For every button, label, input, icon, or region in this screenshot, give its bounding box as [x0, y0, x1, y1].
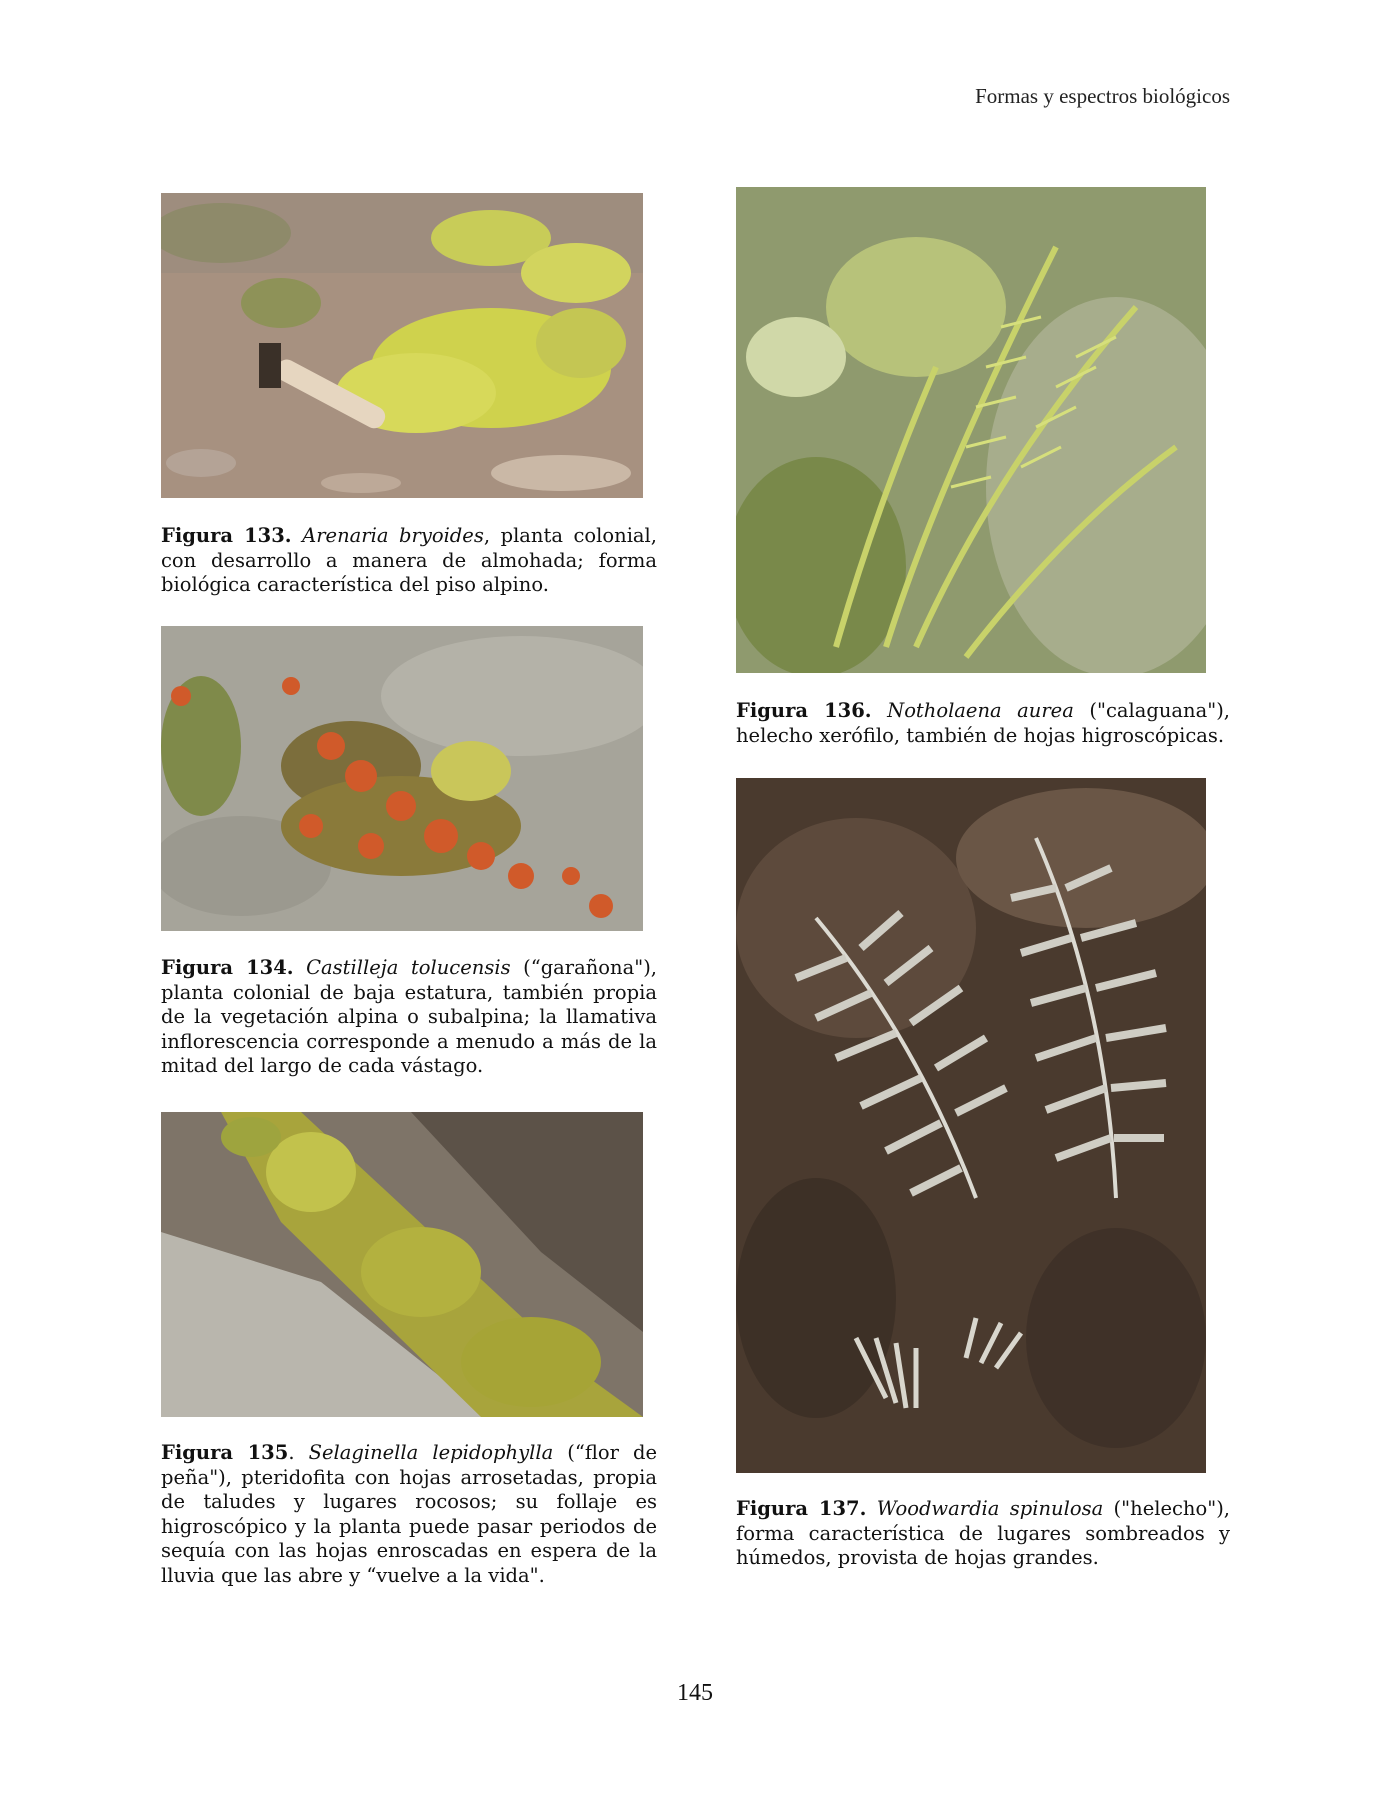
running-header: Formas y espectros biológicos — [975, 84, 1230, 108]
species-name: Selaginella lepidophylla — [308, 1441, 554, 1464]
figure-label: Figura 137. — [736, 1497, 867, 1520]
figure-label: Figura 133. — [161, 524, 292, 547]
caption-text: ("helecho"), forma característica de lugares sombreados y húmedos, provista de hojas grandes. — [736, 1497, 1231, 1569]
caption-figure-134 — [161, 956, 657, 1079]
photo-arenaria-bryoides — [161, 193, 643, 498]
figure-label: Figura 134. — [161, 956, 294, 979]
caption-figure-137 — [736, 1497, 1230, 1571]
caption-text: (“flor de peña"), pteridofita con hojas arrosetadas, propia de taludes y lugares rocosos; su follaje es higroscópico y la planta puede pasar periodos de sequía con las hojas enroscadas en espera de la lluvia que las abre y “vuelve a la vida". — [161, 1441, 657, 1587]
caption-text: , planta colonial, con desarrollo a manera de almohada; forma biológica característica del piso alpino. — [161, 524, 657, 596]
caption-text: (“garañona"), planta colonial de baja estatura, también propia de la vegetación alpina o subalpina; la llamativa inflorescencia corresponde a menudo a más de la mitad del largo de cada vástago. — [161, 956, 658, 1077]
photo-notholaena-aurea — [736, 187, 1206, 673]
species-name: Notholaena aurea — [887, 699, 1074, 722]
caption-figure-136 — [736, 699, 1230, 748]
photo-selaginella-lepidophylla — [161, 1112, 643, 1417]
caption-figure-135 — [161, 1441, 657, 1588]
caption-text: ("calaguana"), helecho xerófilo, también de hojas higroscópicas. — [736, 699, 1230, 747]
caption-punctuation: . — [288, 1441, 309, 1464]
photo-castilleja-tolucensis — [161, 626, 643, 931]
species-name: Arenaria bryoides — [302, 524, 484, 547]
photo-woodwardia-spinulosa — [736, 778, 1206, 1473]
species-name: Castilleja tolucensis — [306, 956, 511, 979]
page-number: 145 — [677, 1680, 713, 1706]
caption-figure-133 — [161, 524, 657, 598]
species-name: Woodwardia spinulosa — [876, 1497, 1104, 1520]
figure-label: Figura 136. — [736, 699, 872, 722]
figure-label: Figura 135 — [161, 1441, 289, 1464]
